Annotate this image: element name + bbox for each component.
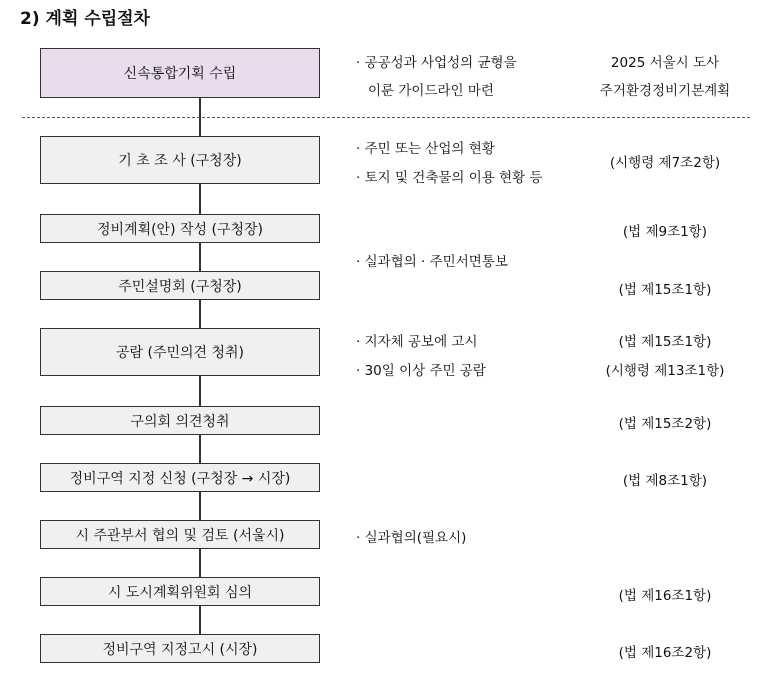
flow-connector	[199, 606, 201, 634]
step-note: · 실과협의(필요시)	[356, 530, 467, 546]
flow-connector	[199, 492, 201, 520]
flow-connector	[199, 243, 201, 271]
step-note: · 30일 이상 주민 공람	[356, 363, 486, 379]
step-box: 정비구역 지정 신청 (구청장 → 시장)	[40, 463, 320, 492]
legal-reference: (법 제15조1항)	[618, 334, 712, 350]
step-box: 구의회 의견청취	[40, 406, 320, 435]
legal-reference: (시행령 제13조1항)	[605, 363, 725, 379]
legal-reference: (법 제16조1항)	[618, 588, 712, 604]
flow-connector	[199, 300, 201, 328]
legal-reference: (시행령 제7조2항)	[609, 155, 721, 171]
step-note: · 토지 및 건축물의 이용 현황 등	[356, 170, 543, 186]
flow-connector	[199, 184, 201, 214]
legal-reference: (법 제8조1항)	[622, 473, 708, 489]
legal-reference: 2025 서울시 도사	[610, 55, 720, 71]
step-box: 공람 (주민의견 청취)	[40, 328, 320, 376]
section-title: 2) 계획 수립절차	[20, 9, 150, 29]
flow-connector	[199, 376, 201, 406]
step-box: 정비계획(안) 작성 (구청장)	[40, 214, 320, 243]
step-box: 신속통합기획 수립	[40, 48, 320, 98]
step-note: · 지자체 공보에 고시	[356, 334, 478, 350]
step-box: 시 도시계획위원회 심의	[40, 577, 320, 606]
flow-connector	[199, 435, 201, 463]
legal-reference: (법 제16조2항)	[618, 645, 712, 661]
flow-connector	[199, 549, 201, 577]
step-note: · 주민 또는 산업의 현황	[356, 141, 495, 157]
step-box: 시 주관부서 협의 및 검토 (서울시)	[40, 520, 320, 549]
step-note: · 실과협의 · 주민서면통보	[356, 254, 508, 270]
step-box: 주민설명회 (구청장)	[40, 271, 320, 300]
section-divider	[22, 117, 750, 118]
step-note: · 공공성과 사업성의 균형을	[356, 55, 517, 71]
step-box: 기 초 조 사 (구청장)	[40, 136, 320, 184]
legal-reference: (법 제9조1항)	[622, 224, 708, 240]
legal-reference: (법 제15조2항)	[618, 416, 712, 432]
step-note: 이룬 가이드라인 마련	[368, 83, 494, 99]
legal-reference: (법 제15조1항)	[618, 282, 712, 298]
step-box: 정비구역 지정고시 (시장)	[40, 634, 320, 663]
legal-reference: 주거환경정비기본계획	[599, 83, 731, 99]
